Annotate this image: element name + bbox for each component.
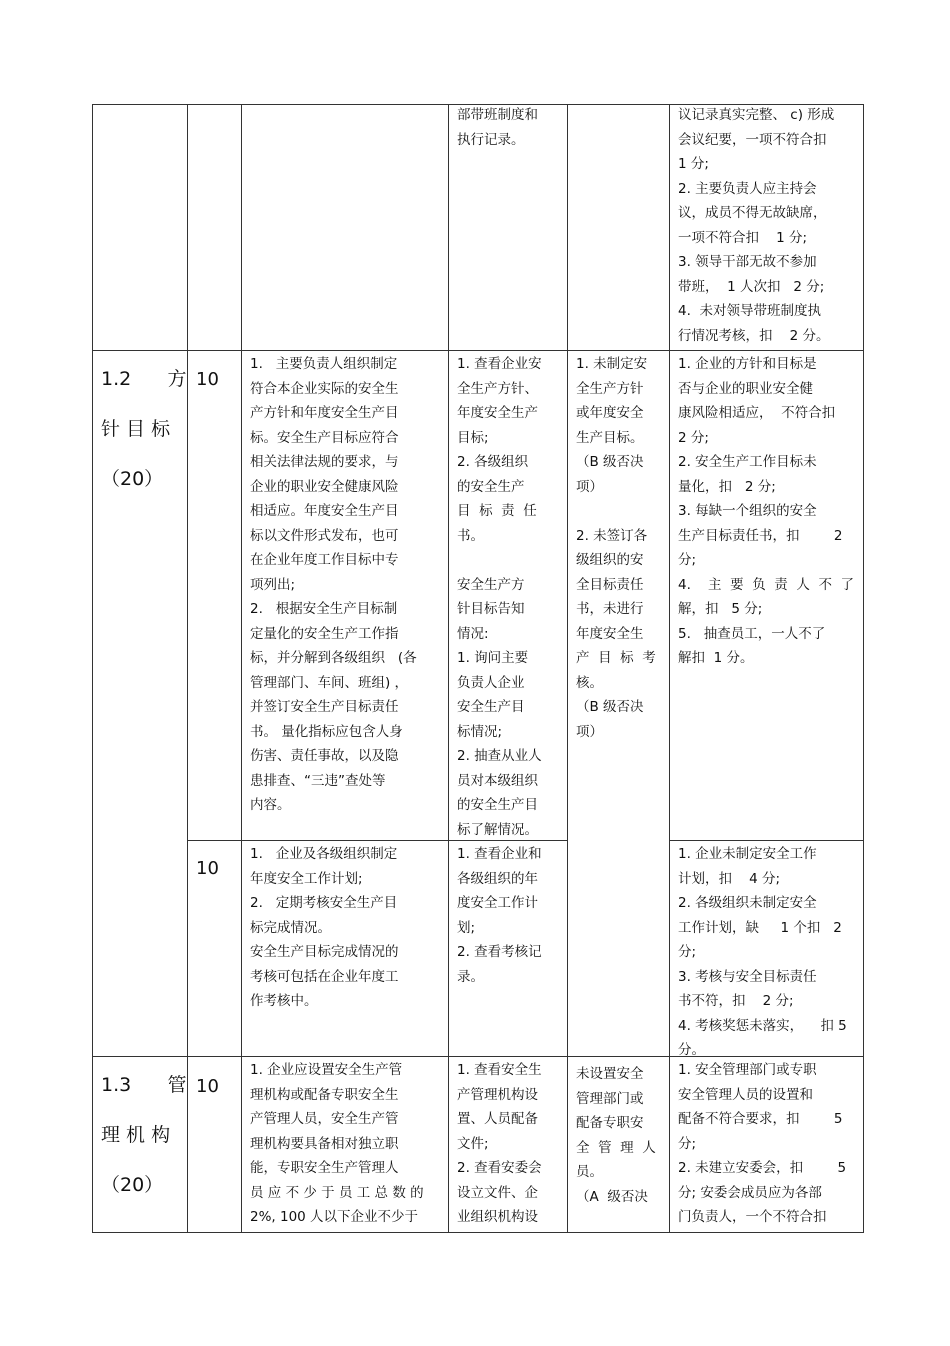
text-line: 书。	[457, 527, 484, 544]
text-line: （A 级否决	[576, 1188, 648, 1205]
text-line: 1. 企业的方针和目标是	[678, 356, 817, 372]
text-line: 2. 定期考核安全生产目	[250, 895, 398, 911]
text-line: 年度安全工作计划;	[250, 870, 363, 887]
text-line: 企业的职业安全健康风险	[250, 478, 399, 495]
content-cell	[250, 842, 399, 1014]
text-line: 2. 未建立安委会，扣 5	[678, 1160, 847, 1176]
text-line: 员 应 不 少 于 员 工 总 数 的	[250, 1184, 424, 1201]
text-line: 1. 主要负责人组织制定	[250, 356, 398, 372]
text-line: 2. 各级组织	[457, 454, 529, 470]
text-line: 标以文件形式发布，也可	[250, 527, 399, 544]
text-line: 相关法律法规的要求，与	[250, 454, 399, 470]
text-line: 置、人员配备	[457, 1111, 538, 1127]
text-line: 的安全生产	[457, 478, 525, 495]
text-line: 工作计划，缺 1 个扣 2	[678, 919, 842, 936]
text-line: 否与企业的职业安全健	[678, 380, 813, 397]
column-divider	[92, 104, 93, 1233]
item-title-cell	[101, 354, 186, 504]
text-line: 标完成情况。	[250, 919, 331, 936]
text-line: 议记录真实完整、 c) 形成	[678, 107, 835, 123]
text-line: 5. 抽查员工，一人不了	[678, 625, 826, 642]
text-line: 4. 未对领导带班制度执	[678, 303, 821, 319]
text-line: 设立文件、企	[457, 1184, 538, 1201]
text-line: 相适应。年度安全生产目	[250, 503, 399, 519]
text-line: 书，未进行	[576, 601, 644, 617]
text-line: 1. 企业及各级组织制定	[250, 846, 398, 862]
text-line: 议，成员不得无故缺席，	[678, 205, 827, 221]
text-line: 安全管理人员的设置和	[678, 1086, 813, 1103]
column-divider	[241, 104, 242, 1233]
item-title-cell	[101, 1060, 186, 1210]
text-line: （B 级否决	[576, 699, 644, 715]
text-line: 标。安全生产目标应符合	[250, 429, 399, 446]
text-line: 解，扣 5 分;	[678, 601, 763, 617]
text-line: 4. 主 要 负 责 人 不 了	[678, 576, 855, 593]
text-line: 针 目 标	[101, 418, 171, 440]
text-line: 年度安全生	[576, 625, 644, 642]
text-line: 2. 未签订各	[576, 527, 648, 544]
table-bottom-border	[92, 1232, 864, 1233]
text-line: 分; 安委会成员应为各部	[678, 1184, 822, 1201]
text-line: 定量化的安全生产工作指	[250, 625, 399, 642]
text-line: 2. 各级组织未制定安全	[678, 895, 817, 911]
text-line: 部带班制度和	[457, 107, 538, 123]
text-line: 全生产方针	[576, 380, 644, 397]
text-line: 标情况;	[457, 723, 503, 740]
text-line	[576, 499, 656, 524]
text-line: 1. 企业未制定安全工作	[678, 846, 817, 862]
deduction-cell	[678, 842, 847, 1063]
text-line: 安全生产目标完成情况的	[250, 944, 399, 960]
text-line: 1.2 方	[101, 368, 187, 390]
text-line: （20）	[101, 468, 164, 490]
text-line: 负责人企业	[457, 674, 525, 691]
text-line: 2. 根据安全生产目标制	[250, 601, 398, 617]
text-line: 3. 考核与安全目标责任	[678, 968, 817, 985]
text-line: 生产目标。	[576, 429, 644, 446]
text-line: 管理部门或	[576, 1090, 644, 1107]
text-line: 标，并分解到各级组织 (各	[250, 650, 417, 666]
method-cell	[457, 352, 542, 842]
text-line: 1.3 管	[101, 1074, 187, 1096]
text-line: 级组织的安	[576, 552, 644, 568]
text-line: 文件;	[457, 1135, 489, 1152]
text-line: 安全生产目	[457, 699, 525, 715]
text-line: 内容。	[250, 797, 291, 813]
column-divider	[448, 104, 449, 1233]
method-cell	[457, 842, 542, 989]
text-line: 员对本级组织	[457, 772, 538, 789]
text-line	[457, 548, 542, 573]
text-line: 2. 主要负责人应主持会	[678, 180, 817, 197]
text-line: 1. 未制定安	[576, 356, 648, 372]
text-line: 在企业年度工作目标中专	[250, 552, 399, 568]
text-line: 行情况考核，扣 2 分。	[678, 327, 830, 344]
text-line: 各级组织的年	[457, 870, 538, 887]
text-line: 患排查、“三违”查处等	[250, 772, 386, 789]
text-line: 1. 查看安全生	[457, 1062, 542, 1078]
veto-cell	[576, 352, 656, 744]
text-line: 核。	[576, 674, 603, 691]
text-line: 3. 每缺一个组织的安全	[678, 503, 817, 519]
text-line: 会议纪要，一项不符合扣	[678, 131, 827, 148]
text-line: 康风险相适应， 不符合扣	[678, 405, 836, 421]
text-line: 全生产方针、	[457, 380, 538, 397]
text-line: 2%, 100 人以下企业不少于	[250, 1209, 419, 1225]
text-line: 针目标告知	[457, 601, 525, 617]
text-line: 度安全工作计	[457, 895, 538, 911]
text-line: 目 标 责 任	[457, 503, 537, 519]
text-line: 情况:	[457, 625, 489, 642]
column-divider	[187, 104, 188, 1233]
method-cell	[457, 1058, 542, 1230]
text-line: 项列出;	[250, 576, 296, 593]
text-line: 考核可包括在企业年度工	[250, 968, 399, 985]
text-line: （20）	[101, 1174, 164, 1196]
row-divider	[669, 840, 864, 841]
text-line: 项）	[576, 723, 603, 740]
text-line: 伤害、责任事故，以及隐	[250, 748, 399, 764]
text-line: 管理部门、车间、班组) ，	[250, 674, 409, 691]
text-line: 符合本企业实际的安全生	[250, 380, 399, 397]
text-line: 配备不符合要求，扣 5	[678, 1111, 843, 1127]
text-line: 计划，扣 4 分;	[678, 870, 781, 887]
text-line: 作考核中。	[250, 993, 318, 1009]
text-line: 门负责人，一个不符合扣	[678, 1209, 827, 1225]
text-line: 理机构要具备相对独立职	[250, 1135, 399, 1152]
veto-cell	[576, 1062, 656, 1209]
content-cell	[250, 1058, 424, 1230]
text-line: 理机构或配备专职安全生	[250, 1086, 399, 1103]
text-line: 带班， 1 人次扣 2 分;	[678, 278, 825, 295]
deduction-cell	[678, 352, 854, 671]
text-line: 一项不符合扣 1 分;	[678, 229, 808, 246]
text-line: 业组织机构设	[457, 1209, 538, 1225]
text-line: 年度安全生产	[457, 405, 538, 421]
text-line: 1. 查看企业和	[457, 846, 542, 862]
content-cell	[250, 352, 417, 818]
score-value: 10	[196, 1076, 219, 1097]
text-line: 安全生产方	[457, 576, 525, 593]
text-line: 1. 查看企业安	[457, 356, 542, 372]
text-line: 2 分;	[678, 429, 709, 446]
text-line: 2. 抽查从业人	[457, 748, 542, 764]
text-line: 分;	[678, 552, 697, 568]
text-line: 量化，扣 2 分;	[678, 478, 776, 495]
text-line: （B 级否决	[576, 454, 644, 470]
text-line: 分;	[678, 1135, 697, 1152]
text-line: 1. 企业应设置安全生产管	[250, 1062, 403, 1078]
text-line: 分;	[678, 944, 697, 960]
text-line: 书。 量化指标应包含人身	[250, 723, 403, 740]
text-line: 配备专职安	[576, 1115, 644, 1131]
deduction-cell	[678, 1058, 846, 1230]
text-line: 能，专职安全生产管理人	[250, 1160, 399, 1176]
text-line: 解扣 1 分。	[678, 650, 754, 666]
text-line: 生产目标责任书，扣 2	[678, 527, 843, 544]
text-line: 3. 领导干部无故不参加	[678, 254, 817, 270]
text-line: 项）	[576, 478, 603, 495]
text-line: 产 目 标 考	[576, 650, 656, 666]
text-line: 2. 查看考核记	[457, 944, 542, 960]
text-line: 书不符，扣 2 分;	[678, 993, 794, 1009]
score-value: 10	[196, 369, 219, 390]
text-line: 4. 考核奖惩未落实， 扣 5	[678, 1017, 847, 1034]
text-line: 全目标责任	[576, 576, 644, 593]
text-line: 产管理人员，安全生产管	[250, 1111, 399, 1127]
column-divider	[669, 104, 670, 1233]
text-line: 或年度安全	[576, 405, 644, 421]
text-line: 未设置安全	[576, 1066, 644, 1082]
text-line: 划;	[457, 919, 476, 936]
text-line: 1 分;	[678, 156, 709, 172]
text-line: 全 管 理 人	[576, 1139, 656, 1156]
text-line: 理 机 构	[101, 1124, 171, 1146]
method-cell	[457, 103, 538, 152]
text-line: 标了解情况。	[457, 821, 538, 838]
text-line: 分。	[678, 1042, 705, 1058]
text-line: 执行记录。	[457, 131, 525, 148]
text-line: 并签订安全生产目标责任	[250, 699, 399, 715]
text-line: 目标;	[457, 429, 489, 446]
score-value: 10	[196, 858, 219, 879]
row-divider	[92, 350, 864, 351]
column-divider	[567, 104, 568, 1233]
text-line: 员。	[576, 1164, 603, 1180]
text-line: 1. 询问主要	[457, 650, 529, 666]
text-line: 产方针和年度安全生产目	[250, 405, 399, 421]
text-line: 产管理机构设	[457, 1086, 538, 1103]
text-line: 2. 安全生产工作目标未	[678, 454, 817, 470]
deduction-cell	[678, 103, 834, 348]
text-line: 2. 查看安委会	[457, 1160, 542, 1176]
text-line: 1. 安全管理部门或专职	[678, 1062, 817, 1078]
text-line: 录。	[457, 968, 484, 985]
text-line: 的安全生产目	[457, 797, 538, 813]
column-divider	[863, 104, 864, 1233]
